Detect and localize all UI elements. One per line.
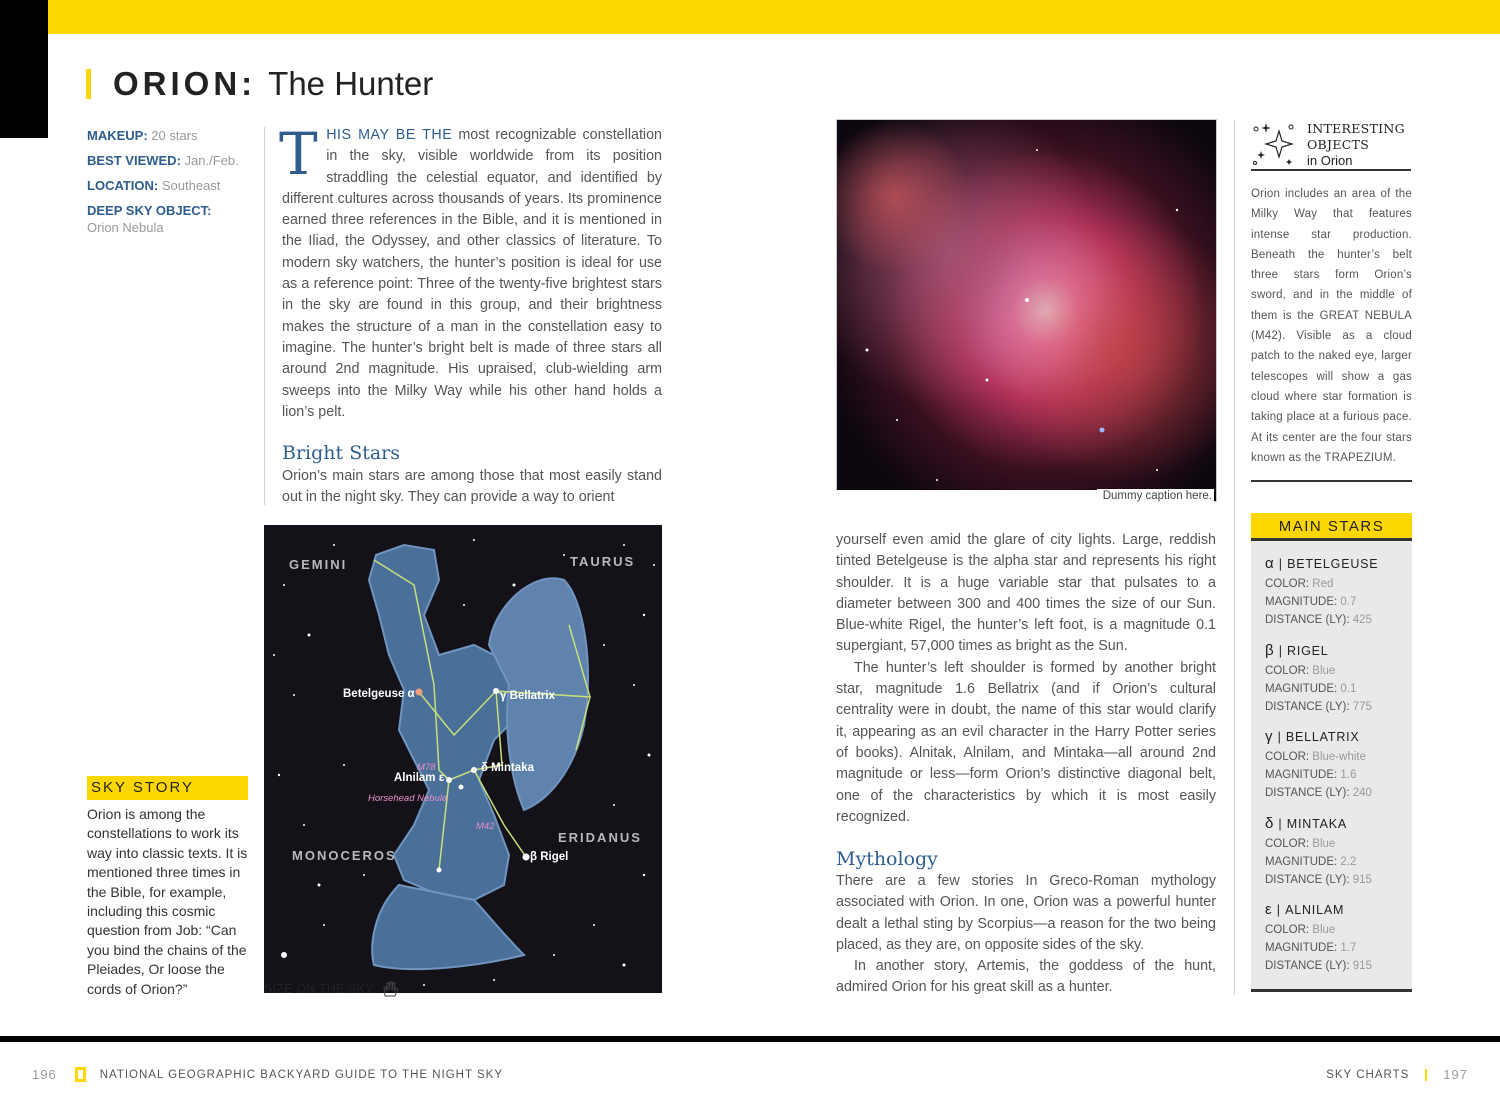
- fact-value: Jan./Feb.: [184, 153, 239, 168]
- label-eridanus: ERIDANUS: [558, 830, 642, 845]
- top-yellow-bar: [0, 0, 1500, 34]
- label-m42: M42: [476, 821, 495, 832]
- star-greek: γ: [1265, 728, 1274, 745]
- fact-label: LOCATION:: [87, 178, 159, 193]
- nebula-photo: [836, 119, 1217, 502]
- star-greek: β: [1265, 641, 1275, 659]
- star-distance: [1265, 698, 1412, 716]
- label-m78: M78: [417, 762, 436, 773]
- footer-left: [32, 1067, 503, 1082]
- magnitude-label: MAGNITUDE:: [1265, 682, 1338, 695]
- color-value: Red: [1312, 578, 1334, 590]
- hand-icon: [381, 980, 401, 998]
- constellation-chart: [264, 525, 662, 993]
- star-color: [1265, 662, 1412, 680]
- intro-text: [279, 120, 662, 423]
- star-color: [1265, 575, 1412, 593]
- star-magnitude: [1265, 766, 1412, 784]
- title-accent-bar: [86, 69, 91, 99]
- magnitude-value: 1.7: [1340, 942, 1357, 954]
- interesting-rule: [1251, 480, 1412, 482]
- nat-geo-logo-icon: [75, 1067, 86, 1082]
- color-label: COLOR:: [1265, 837, 1310, 850]
- mythology-heading: Mythology: [836, 848, 938, 870]
- star-distance: [1265, 784, 1412, 802]
- fact-value: 20 stars: [151, 128, 198, 143]
- star-name-text: ALNILAM: [1285, 903, 1345, 917]
- label-rigel: β Rigel: [530, 851, 569, 863]
- distance-label: DISTANCE (LY):: [1265, 700, 1350, 713]
- star-name-text: BELLATRIX: [1285, 730, 1360, 744]
- color-label: COLOR:: [1265, 664, 1310, 677]
- fact-best-viewed: [87, 152, 252, 169]
- star-magnitude: [1265, 593, 1412, 611]
- star-color: [1265, 921, 1412, 939]
- facts-list: [87, 127, 252, 244]
- star-magnitude: [1265, 680, 1412, 698]
- main-stars-list: [1251, 541, 1412, 992]
- footer-accent-bar: [1425, 1069, 1427, 1081]
- fact-value: Southeast: [161, 178, 221, 193]
- bright-stars-text: Orion’s main stars are among those that most easily stand out in the night sky. They can provide a way to orient: [282, 468, 662, 506]
- star-name: γ | BELLATRIX: [1265, 728, 1360, 745]
- color-value: Blue: [1312, 664, 1336, 677]
- star-name: δ | MINTAKA: [1265, 814, 1347, 832]
- interesting-heading-text: [1307, 121, 1405, 169]
- label-taurus: TAURUS: [570, 554, 636, 569]
- star-greek: δ: [1265, 814, 1275, 832]
- distance-label: DISTANCE (LY):: [1265, 787, 1350, 799]
- star-name-text: RIGEL: [1287, 643, 1329, 658]
- star-name: α | BETELGEUSE: [1265, 555, 1379, 572]
- lead-in: THIS MAY BE THE: [279, 120, 453, 188]
- section-title: SKY CHARTS: [1326, 1068, 1410, 1081]
- star-color: [1265, 835, 1412, 853]
- orion-nebula-image: [837, 120, 1216, 501]
- book-title: NATIONAL GEOGRAPHIC BACKYARD GUIDE TO THE NIGHT SKY: [99, 1068, 504, 1081]
- page-title: [86, 64, 433, 104]
- star-magnitude: [1265, 853, 1412, 871]
- star-name: β | RIGEL: [1265, 641, 1329, 659]
- distance-label: DISTANCE (LY):: [1265, 614, 1350, 626]
- continued-paragraph-1: yourself even amid the glare of city lights. Large, reddish tinted Betelgeuse is the alpha star and represents his right shoulder. It is a huge variable star that pulsates to a diameter between 300 and 400 times the size of our Sun. Blue-white Rigel, the hunter’s left foot, is a magnitude 0.1 supergiant, 57,000 times as bright as the Sun.: [836, 532, 1216, 655]
- star-greek: ε: [1265, 901, 1273, 918]
- magnitude-value: 0.7: [1340, 596, 1357, 608]
- label-betelgeuse: Betelgeuse α: [343, 688, 415, 700]
- fact-makeup: [87, 127, 252, 144]
- title-sub: The Hunter: [268, 65, 434, 102]
- page-number-right: 197: [1443, 1067, 1468, 1082]
- distance-label: DISTANCE (LY):: [1265, 960, 1350, 972]
- magnitude-label: MAGNITUDE:: [1265, 596, 1338, 608]
- star-distance: [1265, 611, 1412, 629]
- sky-story-heading: SKY STORY: [87, 776, 248, 800]
- sidebar-divider: [1234, 120, 1235, 995]
- magnitude-label: MAGNITUDE:: [1265, 942, 1338, 954]
- photo-caption: [836, 490, 1214, 502]
- mythology-text: [836, 871, 1216, 999]
- color-label: COLOR:: [1265, 751, 1310, 763]
- star-name-text: BETELGEUSE: [1287, 557, 1379, 571]
- interesting-objects-heading: [1251, 119, 1411, 171]
- footer-rule: [0, 1036, 1500, 1042]
- star-entry-alnilam: [1265, 899, 1412, 986]
- magnitude-label: MAGNITUDE:: [1265, 855, 1338, 868]
- continued-text: [836, 530, 1216, 828]
- label-bellatrix: γ Bellatrix: [500, 690, 555, 702]
- footer-right: [1326, 1067, 1468, 1082]
- heading-line-3: in Orion: [1307, 153, 1353, 168]
- fact-label: BEST VIEWED:: [87, 153, 181, 168]
- column-divider: [264, 127, 265, 505]
- sparkle-icon: [1251, 121, 1301, 167]
- bright-stars-heading: Bright Stars: [282, 442, 401, 464]
- intro-paragraph: [279, 120, 662, 423]
- mythology-paragraph-2: In another story, Artemis, the goddess of the hunt, admired Orion for his great skill as a hunter.: [836, 958, 1216, 996]
- distance-value: 425: [1352, 614, 1372, 626]
- distance-value: 915: [1352, 873, 1372, 886]
- continued-paragraph-2: The hunter’s left shoulder is formed by another bright star, magnitude 1.6 Bellatrix (and if Orion’s cultural centrality were in doubt, the name of this star would clarify it, appearing as an evil character in the Harry Potter series of books). Alnitak, Alnilam, and Mintaka—all around 2nd magnitude or less—form Orion’s distinctive diagonal belt, one of the characteristics by which it is most easily recognized.: [836, 659, 1216, 825]
- star-entry-betelgeuse: [1265, 553, 1412, 640]
- distance-value: 240: [1352, 787, 1372, 799]
- heading-line-1: INTERESTING: [1307, 121, 1405, 136]
- color-value: Blue: [1312, 837, 1336, 850]
- size-label: SIZE ON THE SKY:: [264, 982, 377, 996]
- star-greek: α: [1265, 555, 1275, 572]
- star-color: [1265, 748, 1412, 766]
- label-alnilam: Alnilam ε: [394, 772, 445, 784]
- color-value: Blue: [1312, 924, 1336, 936]
- title-main: ORION:: [113, 65, 257, 102]
- star-entry-rigel: [1265, 640, 1412, 727]
- distance-value: 915: [1352, 960, 1372, 972]
- mythology-paragraph-1: There are a few stories In Greco-Roman mythology associated with Orion. In one, Orion was a powerful hunter dealt a lethal sting by Scorpius—a reason for the two being placed, as they are, on opposite sides of the sky.: [836, 873, 1216, 953]
- star-entry-bellatrix: [1265, 726, 1412, 813]
- magnitude-label: MAGNITUDE:: [1265, 769, 1338, 781]
- distance-value: 775: [1352, 700, 1372, 713]
- fact-label: DEEP SKY OBJECT:: [87, 203, 212, 218]
- fact-label: MAKEUP:: [87, 128, 148, 143]
- constellation-map: [264, 525, 662, 993]
- color-label: COLOR:: [1265, 924, 1310, 936]
- photo-caption-text: Dummy caption here.: [1097, 489, 1214, 503]
- star-magnitude: [1265, 939, 1412, 957]
- label-horsehead: Horsehead Nebula: [368, 793, 448, 804]
- size-on-sky: [264, 980, 401, 998]
- main-stars-heading: MAIN STARS: [1251, 513, 1412, 541]
- fact-location: [87, 177, 252, 194]
- star-name: ε | ALNILAM: [1265, 901, 1345, 918]
- intro-body: most recognizable constellation in the sky, visible worldwide from its position straddling the celestial equator, and identified by different cultures across thousands of years. Its prominence earned three references in the Bible, and it is mentioned in the Iliad, the Odyssey, and other classics of literature. To modern sky watchers, the hunter’s position is ideal for use as a reference point: Three of the twenty-five brightest stars in the sky are found in this group, and their brightness makes the structure of a man in the constellation easy to imagine. The hunter’s bright belt is made of three stars all around 2nd magnitude. His upraised, club-wielding arm sweeps into the Milky Way while his other hand holds a lion’s pelt.: [282, 127, 662, 420]
- magnitude-value: 2.2: [1340, 855, 1357, 868]
- fact-value: Orion Nebula: [87, 220, 164, 235]
- hunter-figure: [369, 545, 588, 969]
- magnitude-value: 1.6: [1340, 769, 1357, 781]
- page-number-left: 196: [32, 1067, 57, 1082]
- distance-label: DISTANCE (LY):: [1265, 873, 1350, 886]
- star-entry-mintaka: [1265, 813, 1412, 900]
- sky-story-text: Orion is among the constellations to work its way into classic texts. It is mentioned three times in the Bible, for example, including this cosmic question from Job: “Can you bind the chains of the Pleiades, Or loose the cords of Orion?”: [87, 806, 248, 997]
- label-monoceros: MONOCEROS: [292, 848, 397, 863]
- fact-deep-sky: [87, 202, 252, 236]
- color-label: COLOR:: [1265, 578, 1310, 590]
- section-tab: [0, 0, 48, 138]
- star-name-text: MINTAKA: [1286, 816, 1347, 831]
- color-value: Blue-white: [1312, 751, 1366, 763]
- interesting-objects-text: Orion includes an area of the Milky Way that features intense star production. Beneath the hunter’s belt three stars form Orion’s sword, and in the middle of them is the GREAT NEBULA (M42). Visible as a cloud patch to the naked eye, larger telescopes will show a gas cloud where star formation is taking place at a furious pace. At its center are the four stars known as the TRAPEZIUM.: [1251, 188, 1412, 464]
- label-mintaka: δ Mintaka: [481, 762, 534, 774]
- label-gemini: GEMINI: [289, 557, 348, 572]
- heading-line-2: OBJECTS: [1307, 137, 1370, 152]
- star-distance: [1265, 871, 1412, 889]
- star-distance: [1265, 957, 1412, 975]
- magnitude-value: 0.1: [1340, 682, 1357, 695]
